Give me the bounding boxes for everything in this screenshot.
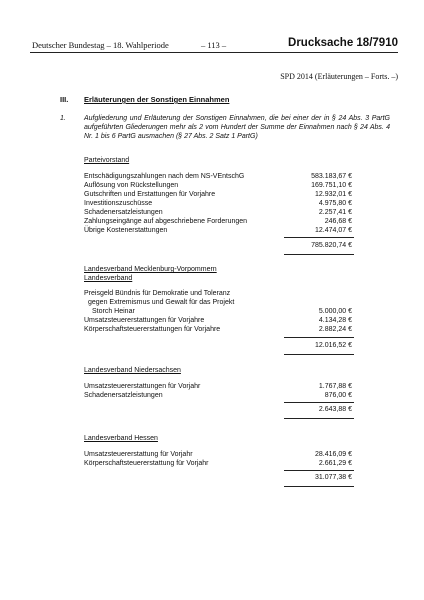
row-label: Umsatzsteuererstattung für Vorjahr: [84, 451, 193, 458]
row-label: gegen Extremismus und Gewalt für das Projekt: [88, 299, 235, 306]
paragraph-text: Aufgliederung und Erläuterung der Sonstigen Einnahmen, die bei einer der in § 24 Abs. 3 PartG aufgeführten Gliederungen mehr als 2 vom Hundert der Summe der Einnahmen nach § 24 Abs. 4 Nr. 1 bis 6 PartG ausmachen (§ 27 Abs. 2 Satz 1 PartG): [84, 115, 390, 141]
row-label: Körperschaftsteuererstattungen für Vorjahre: [84, 326, 221, 333]
row-label: Umsatzsteuererstattungen für Vorjahr: [84, 383, 201, 390]
document-number: [288, 37, 398, 49]
row-label: Entschädigungszahlungen nach dem NS-VEntschG: [84, 173, 245, 180]
row-label: Zahlungseingänge auf abgeschriebene Forderungen: [84, 218, 248, 225]
sum-line: [284, 337, 354, 338]
total-underline: [284, 254, 354, 255]
row-value: 2.661,29 €: [318, 460, 352, 467]
row-value: 12.932,01 €: [315, 191, 352, 198]
header-rule: [30, 52, 398, 53]
row-label: Umsatzsteuererstattungen für Vorjahre: [84, 317, 205, 324]
sum-line: [284, 470, 354, 471]
total-underline: [284, 418, 354, 419]
paragraph-number: 1.: [60, 115, 66, 122]
page-number: – 113 –: [201, 40, 227, 50]
row-label: Körperschaftsteuererstattung für Vorjahr: [84, 460, 209, 467]
block-title-hessen: Landesverband Hessen: [84, 435, 158, 442]
section-title: Erläuterungen der Sonstigen Einnahmen: [84, 95, 230, 104]
row-value: 169.751,10 €: [311, 182, 352, 189]
row-value: 12.474,07 €: [315, 227, 352, 234]
header-left: Deutscher Bundestag – 18. Wahlperiode: [32, 40, 169, 50]
total-underline: [284, 486, 354, 487]
block-title-parteivorstand: Parteivorstand: [84, 157, 130, 164]
block-total: 785.820,74 €: [311, 242, 352, 249]
sum-line: [284, 237, 354, 238]
row-value: 246,68 €: [324, 218, 352, 225]
row-value: 1.767,88 €: [318, 383, 352, 390]
total-underline: [284, 354, 354, 355]
row-label: Schadenersatzleistungen: [84, 392, 163, 399]
row-label: Übrige Kostenerstattungen: [84, 227, 168, 234]
row-value: 2.257,41 €: [318, 209, 352, 216]
block-total: 31.077,38 €: [315, 474, 352, 481]
row-value: 2.882,24 €: [318, 326, 352, 333]
row-value: 28.416,09 €: [315, 451, 352, 458]
row-label: Schadenersatzleistungen: [84, 209, 163, 216]
row-value: 5.000,00 €: [318, 308, 352, 315]
row-value: 876,00 €: [324, 392, 352, 399]
row-value: 4.975,80 €: [318, 200, 352, 207]
subheading: SPD 2014 (Erläuterungen – Forts. –): [280, 72, 398, 81]
document-prefix: Drucksache 18/: [288, 37, 373, 49]
block-total: 12.016,52 €: [315, 342, 352, 349]
block-title-niedersachsen: Landesverband Niedersachsen: [84, 367, 181, 374]
section-number: III.: [60, 95, 69, 104]
row-value: 4.134,28 €: [318, 317, 352, 324]
block-total: 2.643,88 €: [318, 406, 352, 413]
sum-line: [284, 402, 354, 403]
block-title-landesverband: Landesverband: [84, 275, 133, 282]
block-title-mecklenburg-vorpommern: Landesverband Mecklenburg-Vorpommern: [84, 266, 217, 273]
row-value: 583.183,67 €: [311, 173, 352, 180]
row-label: Investitionszuschüsse: [84, 200, 153, 207]
row-label: Gutschriften und Erstattungen für Vorjahre: [84, 191, 216, 198]
row-label: Storch Heinar: [92, 308, 135, 315]
document-suffix: 7910: [372, 37, 398, 49]
row-label: Preisgeld Bündnis für Demokratie und Toleranz: [84, 290, 231, 297]
row-label: Auflösung von Rückstellungen: [84, 182, 179, 189]
